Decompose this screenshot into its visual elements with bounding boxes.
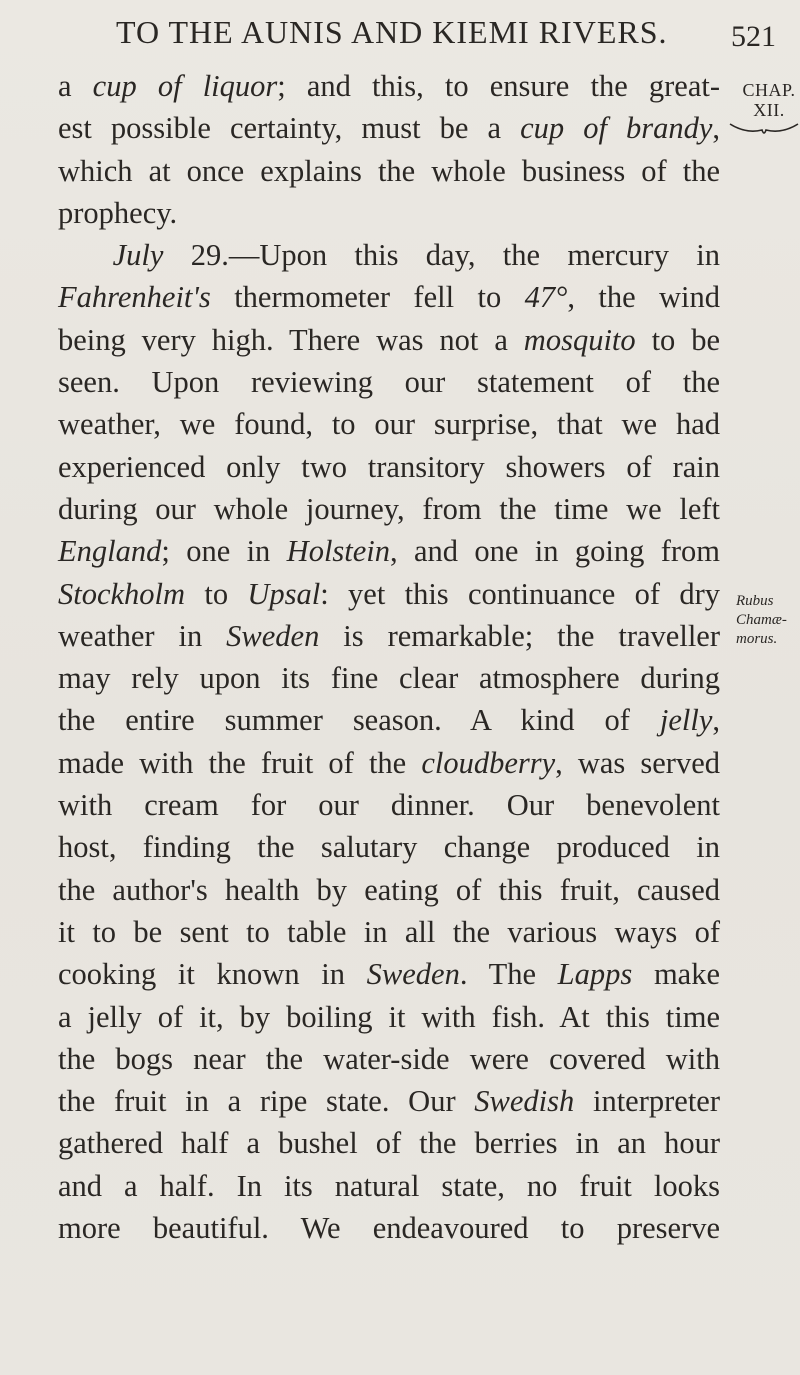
- body-text: [58, 65, 720, 1249]
- text-line: gathered half a bushel of the berries in an hour: [58, 1126, 720, 1161]
- margin-note-line: morus.: [736, 631, 778, 647]
- text-line: experienced only two transitory showers of rain: [58, 449, 720, 484]
- text-line: the bogs near the water-side were covered with: [58, 1041, 720, 1076]
- margin-note-line: Chamæ-: [736, 612, 787, 628]
- text-line: more beautiful. We endeavoured to preserve: [58, 1211, 720, 1246]
- text-line: being very high. There was not a mosquito to be: [58, 322, 721, 357]
- text-line: the author's health by eating of this fruit, caused: [58, 872, 720, 907]
- text-line: it to be sent to table in all the various ways of: [58, 914, 720, 949]
- text-line: seen. Upon reviewing our statement of the: [58, 365, 720, 400]
- text-line: Stockholm to Upsal: yet this continuance of dry: [58, 576, 720, 611]
- text-line: and a half. In its natural state, no fruit looks: [58, 1168, 720, 1203]
- text-line: weather, we found, to our surprise, that we had: [58, 407, 720, 442]
- text-line: England; one in Holstein, and one in going from: [58, 534, 720, 569]
- margin-brace-ornament: [728, 120, 800, 138]
- chapter-label: CHAP.: [742, 80, 796, 100]
- margin-note-rubus-chamaemorus: [736, 592, 800, 649]
- text-line: prophecy.: [58, 195, 178, 230]
- text-line: host, finding the salutary change produced in: [58, 830, 720, 865]
- text-line: July 29.—Upon this day, the mercury in: [112, 238, 720, 273]
- chapter-marker: [738, 80, 800, 120]
- text-line: est possible certainty, must be a cup of brandy,: [58, 111, 720, 146]
- text-line: during our whole journey, from the time we left: [58, 491, 720, 526]
- text-line: a jelly of it, by boiling it with fish. At this time: [58, 999, 720, 1034]
- text-line: may rely upon its fine clear atmosphere during: [58, 661, 720, 696]
- text-line: cooking it known in Sweden. The Lapps make: [58, 957, 720, 992]
- text-line: the fruit in a ripe state. Our Swedish interpreter: [58, 1084, 720, 1119]
- margin-note-line: Rubus: [736, 593, 774, 609]
- page-header: [116, 10, 776, 58]
- text-line: a cup of liquor; and this, to ensure the great-: [58, 69, 720, 103]
- running-title: TO THE AUNIS AND KIEMI RIVERS.: [116, 14, 668, 50]
- text-line: made with the fruit of the cloudberry, was served: [58, 745, 720, 780]
- page-number: 521: [731, 20, 776, 53]
- text-line: the entire summer season. A kind of jelly,: [58, 703, 720, 738]
- chapter-number: XII.: [753, 100, 785, 120]
- text-line: Fahrenheit's thermometer fell to 47°, the wind: [58, 280, 721, 315]
- text-line: weather in Sweden is remarkable; the traveller: [58, 618, 720, 653]
- text-line: which at once explains the whole business of the: [58, 153, 720, 188]
- text-line: with cream for our dinner. Our benevolent: [58, 788, 720, 823]
